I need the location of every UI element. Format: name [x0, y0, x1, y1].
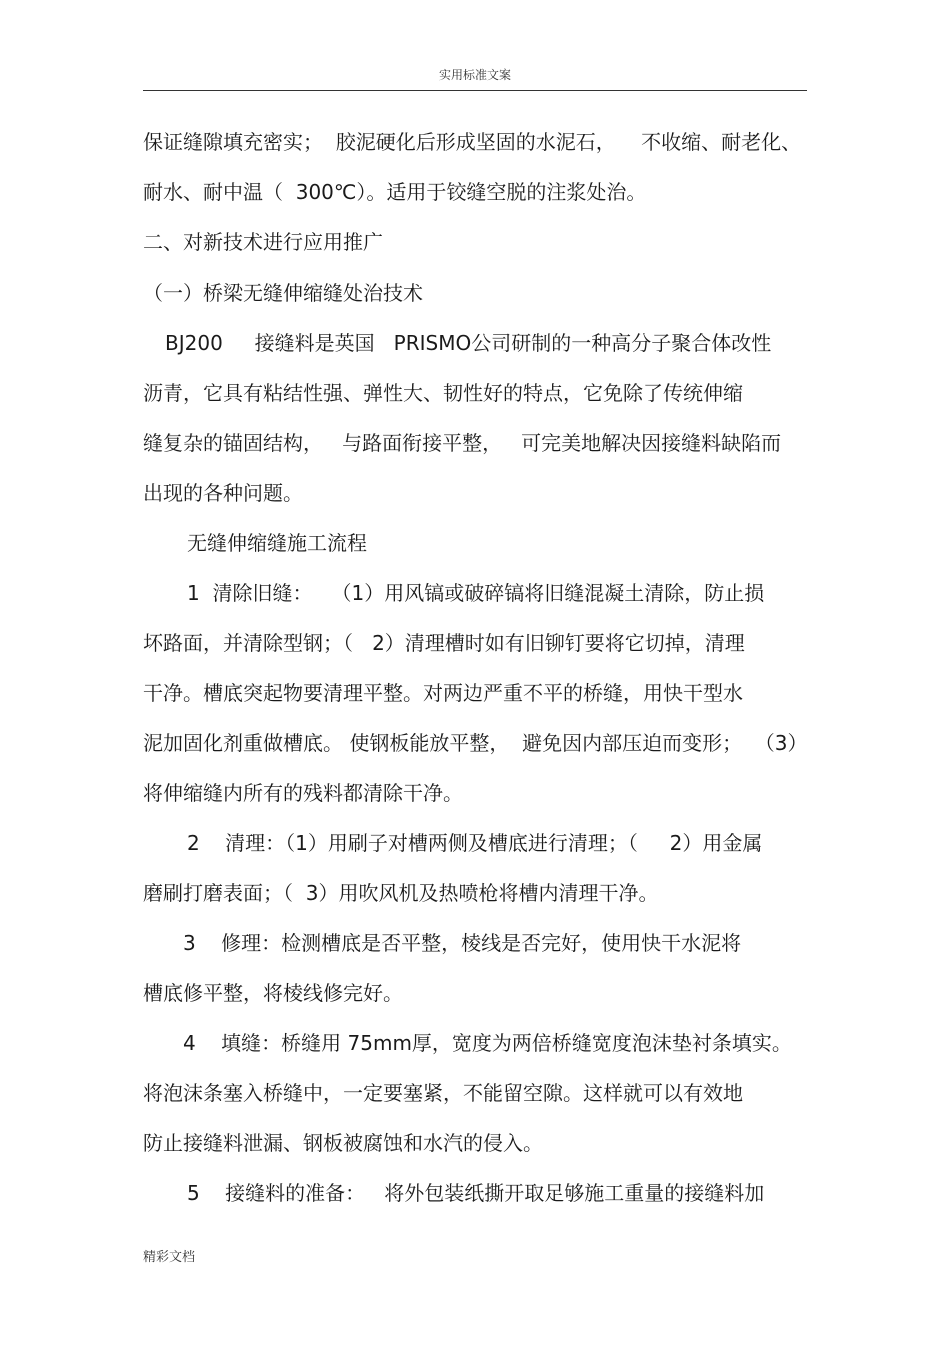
text-line: BJ200 接缝料是英国 PRISMO公司研制的一种高分子聚合体改性 [165, 331, 772, 355]
text-line: 4 填缝：桥缝用 75mm厚，宽度为两倍桥缝宽度泡沫垫衬条填实。 [183, 1031, 792, 1055]
header-rule [143, 90, 807, 91]
text-line: 槽底修平整，将棱线修完好。 [143, 981, 403, 1005]
text-line: 3 修理：检测槽底是否平整，棱线是否完好，使用快干水泥将 [183, 931, 742, 955]
text-line: 5 接缝料的准备： 将外包装纸撕开取足够施工重量的接缝料加 [187, 1181, 765, 1205]
text-line: 坏路面，并清除型钢；（ 2）清理槽时如有旧铆钉要将它切掉，清理 [143, 631, 745, 655]
text-line: 耐水、耐中温（ 300℃）。适用于铰缝空脱的注浆处治。 [143, 180, 647, 204]
text-line: 2 清理：（1）用刷子对槽两侧及槽底进行清理；（ 2）用金属 [187, 831, 763, 855]
section-heading: 二、对新技术进行应用推广 [143, 230, 383, 254]
text-line: 缝复杂的锚固结构， 与路面衔接平整， 可完美地解决因接缝料缺陷而 [143, 431, 782, 455]
page-header: 实用标准文案 [438, 68, 511, 82]
page-footer: 精彩文档 [143, 1250, 196, 1265]
text-line: 防止接缝料泄漏、钢板被腐蚀和水汽的侵入。 [143, 1131, 543, 1155]
text-line: 将伸缩缝内所有的残料都清除干净。 [143, 781, 463, 805]
text-line: 将泡沫条塞入桥缝中，一定要塞紧，不能留空隙。这样就可以有效地 [143, 1081, 743, 1105]
text-line: 1 清除旧缝： （1）用风镐或破碎镐将旧缝混凝土清除，防止损 [187, 581, 765, 605]
process-heading: 无缝伸缩缝施工流程 [187, 531, 367, 555]
text-line: 干净。槽底突起物要清理平整。对两边严重不平的桥缝，用快干型水 [143, 681, 743, 705]
subsection-heading: （一）桥梁无缝伸缩缝处治技术 [143, 281, 423, 305]
text-line: 磨刷打磨表面；（ 3）用吹风机及热喷枪将槽内清理干净。 [143, 881, 659, 905]
text-line: 保证缝隙填充密实； 胶泥硬化后形成坚固的水泥石， 不收缩、耐老化、 [143, 130, 802, 154]
text-line: 泥加固化剂重做槽底。 使钢板能放平整， 避免因内部压迫而变形； （3） [143, 731, 808, 755]
text-line: 出现的各种问题。 [143, 481, 303, 505]
text-line: 沥青，它具有粘结性强、弹性大、韧性好的特点，它免除了传统伸缩 [143, 381, 743, 405]
